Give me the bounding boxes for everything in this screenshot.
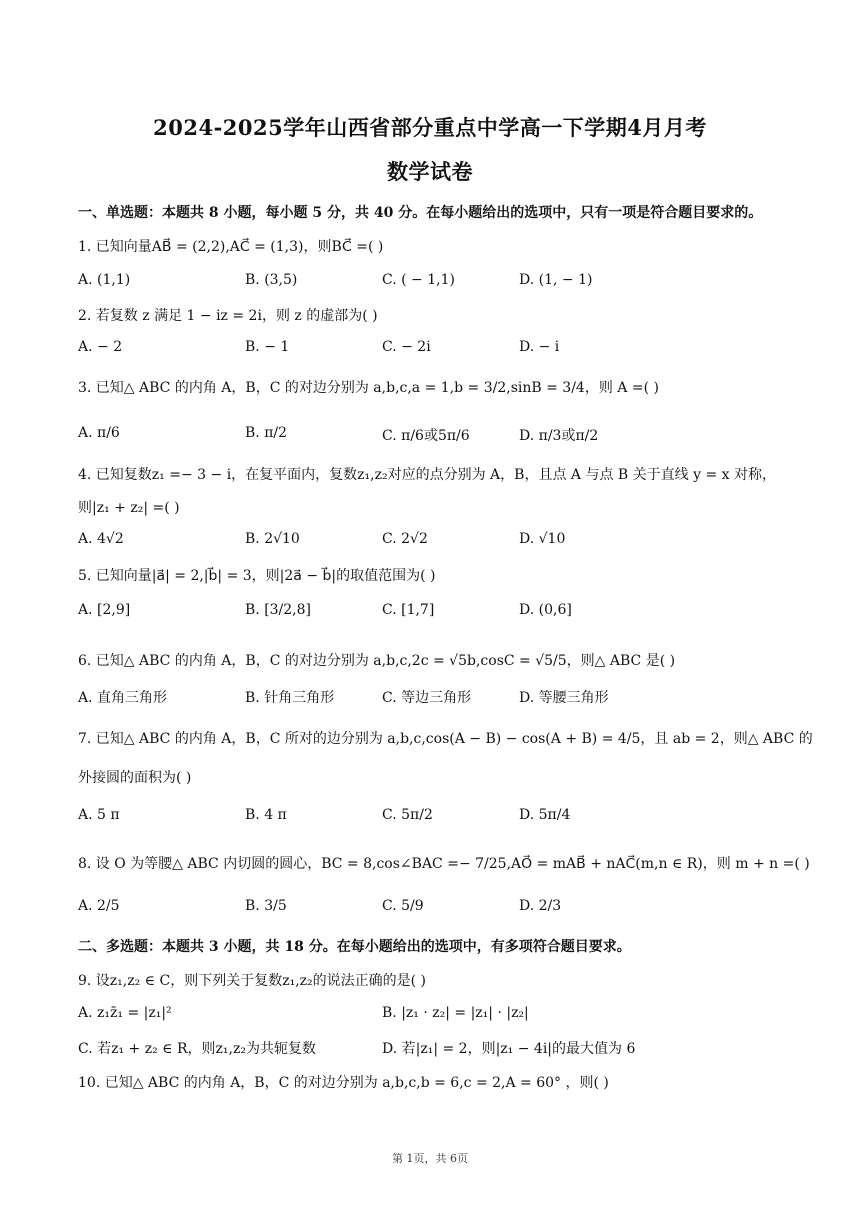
q2-option-d[interactable]: D. − i [519, 339, 560, 355]
exam-subtitle: 数学试卷 [387, 159, 473, 184]
section-single-choice: 一、单选题：本题共 8 小题，每小题 5 分，共 40 分。在每小题给出的选项中，只有一项是符合题目要求的。 [78, 205, 763, 221]
q1-option-a[interactable]: A. (1,1) [78, 272, 131, 288]
q8-option-b[interactable]: B. 3/5 [245, 898, 287, 914]
question-9-stem: 9. 设z₁,z₂ ∈ C，则下列关于复数z₁,z₂的说法正确的是( ) [78, 973, 427, 989]
q8-option-c[interactable]: C. 5/9 [382, 898, 424, 914]
q9-option-c[interactable]: C. 若z₁ + z₂ ∈ R，则z₁,z₂为共轭复数 [78, 1041, 316, 1057]
q5-option-d[interactable]: D. (0,6] [519, 602, 572, 618]
q6-option-b[interactable]: B. 针角三角形 [245, 690, 335, 706]
q8-option-d[interactable]: D. 2/3 [519, 898, 562, 914]
q1-option-b[interactable]: B. (3,5) [245, 272, 298, 288]
question-4-stem: 4. 已知复数z₁ =− 3 − i，在复平面内，复数z₁,z₂对应的点分别为 A，B，且点 A 与点 B 关于直线 y = x 对称， [78, 467, 776, 483]
q6-option-c[interactable]: C. 等边三角形 [382, 690, 472, 706]
question-10-stem: 10. 已知△ ABC 的内角 A，B，C 的对边分别为 a,b,c,b = 6,c = 2,A = 60° ，则( ) [78, 1075, 609, 1091]
question-4-stem-cont: 则|z₁ + z₂| =( ) [78, 500, 180, 516]
q3-option-c[interactable]: C. π/6或5π/6 [382, 428, 470, 444]
question-6-stem: 6. 已知△ ABC 的内角 A，B，C 的对边分别为 a,b,c,2c = √5b,cosC = √5/5，则△ ABC 是( ) [78, 653, 676, 669]
question-5-stem: 5. 已知向量|a⃗| = 2,|b⃗| = 3，则|2a⃗ − b⃗|的取值范围为( ) [78, 568, 436, 584]
q7-option-b[interactable]: B. 4 π [245, 807, 287, 823]
q5-option-c[interactable]: C. [1,7] [382, 602, 435, 618]
q2-option-b[interactable]: B. − 1 [245, 339, 290, 355]
question-3-stem: 3. 已知△ ABC 的内角 A，B，C 的对边分别为 a,b,c,a = 1,b = 3/2,sinB = 3/4，则 A =( ) [78, 380, 659, 396]
q4-option-d[interactable]: D. √10 [519, 531, 566, 547]
q4-option-b[interactable]: B. 2√10 [245, 531, 300, 547]
question-1-stem: 1. 已知向量AB⃗ = (2,2),AC⃗ = (1,3)，则BC⃗ =( ) [78, 239, 384, 255]
q2-option-c[interactable]: C. − 2i [382, 339, 431, 355]
q1-option-c[interactable]: C. ( − 1,1) [382, 272, 455, 288]
q3-option-d[interactable]: D. π/3或π/2 [519, 428, 599, 444]
q9-option-b[interactable]: B. |z₁ · z₂| = |z₁| · |z₂| [382, 1005, 529, 1021]
q9-option-d[interactable]: D. 若|z₁| = 2，则|z₁ − 4i|的最大值为 6 [382, 1041, 636, 1057]
question-7-stem-cont: 外接圆的面积为( ) [78, 770, 192, 786]
q7-option-d[interactable]: D. 5π/4 [519, 807, 571, 823]
q3-option-b[interactable]: B. π/2 [245, 425, 288, 441]
q6-option-a[interactable]: A. 直角三角形 [78, 690, 168, 706]
question-8-stem: 8. 设 O 为等腰△ ABC 内切圆的圆心，BC = 8,cos∠BAC =− 7/25,AO⃗ = mAB⃗ + nAC⃗(m,n ∈ R)，则 m + n =( ) [78, 856, 810, 872]
page-footer: 第 1页，共 6页 [392, 1152, 468, 1165]
q8-option-a[interactable]: A. 2/5 [78, 898, 120, 914]
section-multiple-choice: 二、多选题：本题共 3 小题，共 18 分。在每小题给出的选项中，有多项符合题目要求。 [78, 939, 631, 955]
question-7-stem: 7. 已知△ ABC 的内角 A，B，C 所对的边分别为 a,b,c,cos(A − B) − cos(A + B) = 4/5，且 ab = 2，则△ ABC 的 [78, 731, 813, 747]
q9-option-a[interactable]: A. z₁z̄₁ = |z₁|² [78, 1005, 172, 1021]
q7-option-c[interactable]: C. 5π/2 [382, 807, 433, 823]
q7-option-a[interactable]: A. 5 π [78, 807, 120, 823]
q3-option-a[interactable]: A. π/6 [78, 425, 120, 441]
q1-option-d[interactable]: D. (1, − 1) [519, 272, 593, 288]
q2-option-a[interactable]: A. − 2 [78, 339, 123, 355]
q4-option-a[interactable]: A. 4√2 [78, 531, 124, 547]
q6-option-d[interactable]: D. 等腰三角形 [519, 690, 609, 706]
q5-option-b[interactable]: B. [3/2,8] [245, 602, 312, 618]
question-2-stem: 2. 若复数 z 满足 1 − iz = 2i，则 z 的虚部为( ) [78, 308, 378, 324]
exam-title: 2024-2025学年山西省部分重点中学高一下学期4月月考 [153, 115, 707, 140]
q5-option-a[interactable]: A. [2,9] [78, 602, 131, 618]
q4-option-c[interactable]: C. 2√2 [382, 531, 428, 547]
